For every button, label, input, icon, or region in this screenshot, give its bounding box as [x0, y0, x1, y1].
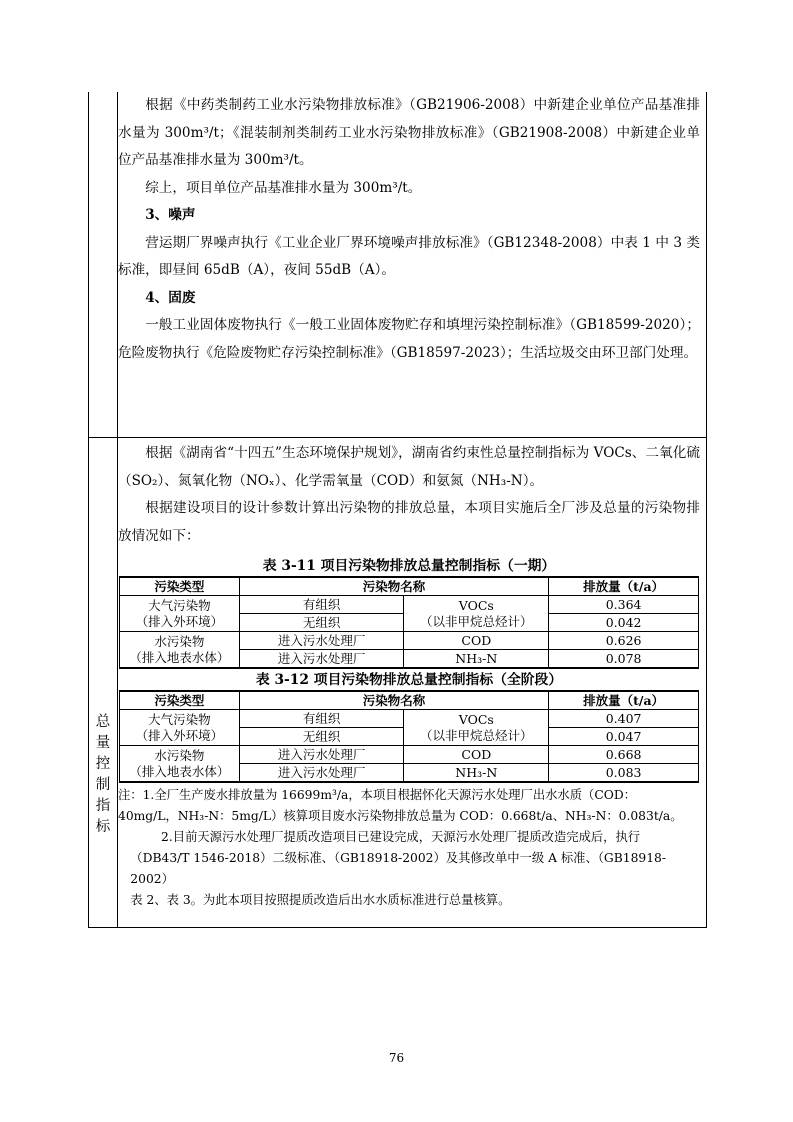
note-line: 表 2、表 3。为此本项目按照提质改造后出水水质标准进行总量核算。 — [130, 893, 511, 907]
table-cell-pollutant: COD — [404, 632, 549, 650]
row-divider — [89, 437, 706, 438]
bottom-section — [118, 440, 700, 911]
side-label-char: 指 — [95, 798, 111, 814]
table-cell-method: 进入污水处理厂 — [239, 650, 404, 669]
table-cell-method: 无组织 — [239, 614, 404, 632]
table-cell-method: 无组织 — [239, 728, 404, 746]
table-cell-pollutant: VOCs （以非甲烷总烃计） — [404, 596, 549, 632]
table-cell-value: 0.042 — [549, 614, 699, 632]
note-line: 注：1.全厂生产废水排放量为 16699m³/a，本项目根据怀化天源污水处理厂出水水质（COD： — [118, 788, 636, 802]
table-cell-method: 进入污水处理厂 — [239, 746, 404, 764]
table-header: 污染类型 — [120, 691, 240, 710]
paragraph-noise: 营运期厂界噪声执行《工业企业厂界环境噪声排放标准》（GB12348-2008）中表 1 中 3 类标准，即昼间 65dB（A），夜间 55dB（A）。 — [118, 234, 700, 278]
table-cell-value: 0.668 — [549, 746, 699, 764]
table-header: 排放量（t/a） — [549, 577, 699, 596]
paragraph-control-indicators: 根据《湖南省“十四五”生态环境保护规划》，湖南省约束性总量控制指标为 VOCs、二氧化硫（SO₂）、氮氧化物（NOₓ）、化学需氧量（COD）和氨氮（NH₃-N）。 — [118, 445, 700, 489]
emission-table-all-stages — [119, 690, 699, 783]
emission-table-phase1 — [119, 576, 699, 669]
note-line: 40mg/L，NH₃-N：5mg/L）核算项目废水污染物排放总量为 COD：0.668t/a、NH₃-N：0.083t/a。 — [118, 809, 683, 823]
table-cell-pollutant: NH₃-N — [404, 650, 549, 669]
table-cell-method: 进入污水处理厂 — [239, 632, 404, 650]
side-label-total-control — [89, 712, 117, 838]
table-cell-type: 大气污染物 （排入外环境） — [120, 596, 240, 632]
page-number: 76 — [388, 1051, 405, 1065]
table-cell-value: 0.083 — [549, 764, 699, 783]
table-cell-pollutant: VOCs （以非甲烷总烃计） — [404, 710, 549, 746]
table-cell-type: 大气污染物 （排入外环境） — [120, 710, 240, 746]
paragraph-calculation-intro: 根据建设项目的设计参数计算出污染物的排放总量，本项目实施后全厂涉及总量的污染物排放情况如下： — [118, 500, 700, 544]
side-label-char: 量 — [95, 735, 111, 751]
table-cell-pollutant: NH₃-N — [404, 764, 549, 783]
table-header: 污染物名称 — [239, 691, 548, 710]
side-label-char: 总 — [95, 714, 111, 730]
table-header: 排放量（t/a） — [549, 691, 699, 710]
note-line: 2.目前天源污水处理厂提质改造项目已建设完成，天源污水处理厂提质改造完成后，执行 — [161, 830, 641, 844]
table-cell-type: 水污染物 （排入地表水体） — [120, 632, 240, 669]
table-caption: 表 3-11 项目污染物排放总量控制指标（一期） — [262, 558, 556, 574]
paragraph-summary: 综上，项目单位产品基准排水量为 300m³/t。 — [145, 179, 422, 196]
table-cell-type: 水污染物 （排入地表水体） — [120, 746, 240, 783]
top-section — [118, 92, 700, 367]
table-header: 污染类型 — [120, 577, 240, 596]
heading-solid-waste: 4、固废 — [145, 289, 196, 306]
table-cell-value: 0.047 — [549, 728, 699, 746]
table-cell-value: 0.626 — [549, 632, 699, 650]
table-cell-method: 有组织 — [239, 596, 404, 614]
heading-noise: 3、噪声 — [145, 207, 196, 223]
table-cell-method: 有组织 — [239, 710, 404, 728]
table-cell-value: 0.364 — [549, 596, 699, 614]
table-caption: 表 3-12 项目污染物排放总量控制指标（全阶段） — [255, 672, 563, 688]
note-line: （DB43/T 1546-2018）二级标准、（GB18918-2002）及其修改单中一级 A 标准、（GB18918-2002） — [130, 851, 667, 886]
paragraph-solid-waste: 一般工业固体废物执行《一般工业固体废物贮存和填埋污染控制标准》（GB18599-2020）；危险废物执行《危险废物贮存污染控制标准》（GB18597-2023）；生活垃圾交由环卫部门处理。 — [118, 317, 700, 361]
table-cell-value: 0.407 — [549, 710, 699, 728]
side-label-char: 标 — [95, 819, 111, 835]
table-cell-pollutant: COD — [404, 746, 549, 764]
table-notes — [118, 785, 700, 911]
paragraph-water-baseline: 根据《中药类制药工业水污染物排放标准》（GB21906-2008）中新建企业单位产品基准排水量为 300m³/t；《混装制剂类制药工业水污染物排放标准》（GB21908-2008）中新建企业单位产品基准排水量为 300m³/t。 — [118, 97, 700, 168]
table-cell-value: 0.078 — [549, 650, 699, 669]
side-label-char: 控 — [95, 756, 111, 772]
side-label-char: 制 — [95, 777, 111, 793]
table-cell-method: 进入污水处理厂 — [239, 764, 404, 783]
table-header: 污染物名称 — [239, 577, 548, 596]
